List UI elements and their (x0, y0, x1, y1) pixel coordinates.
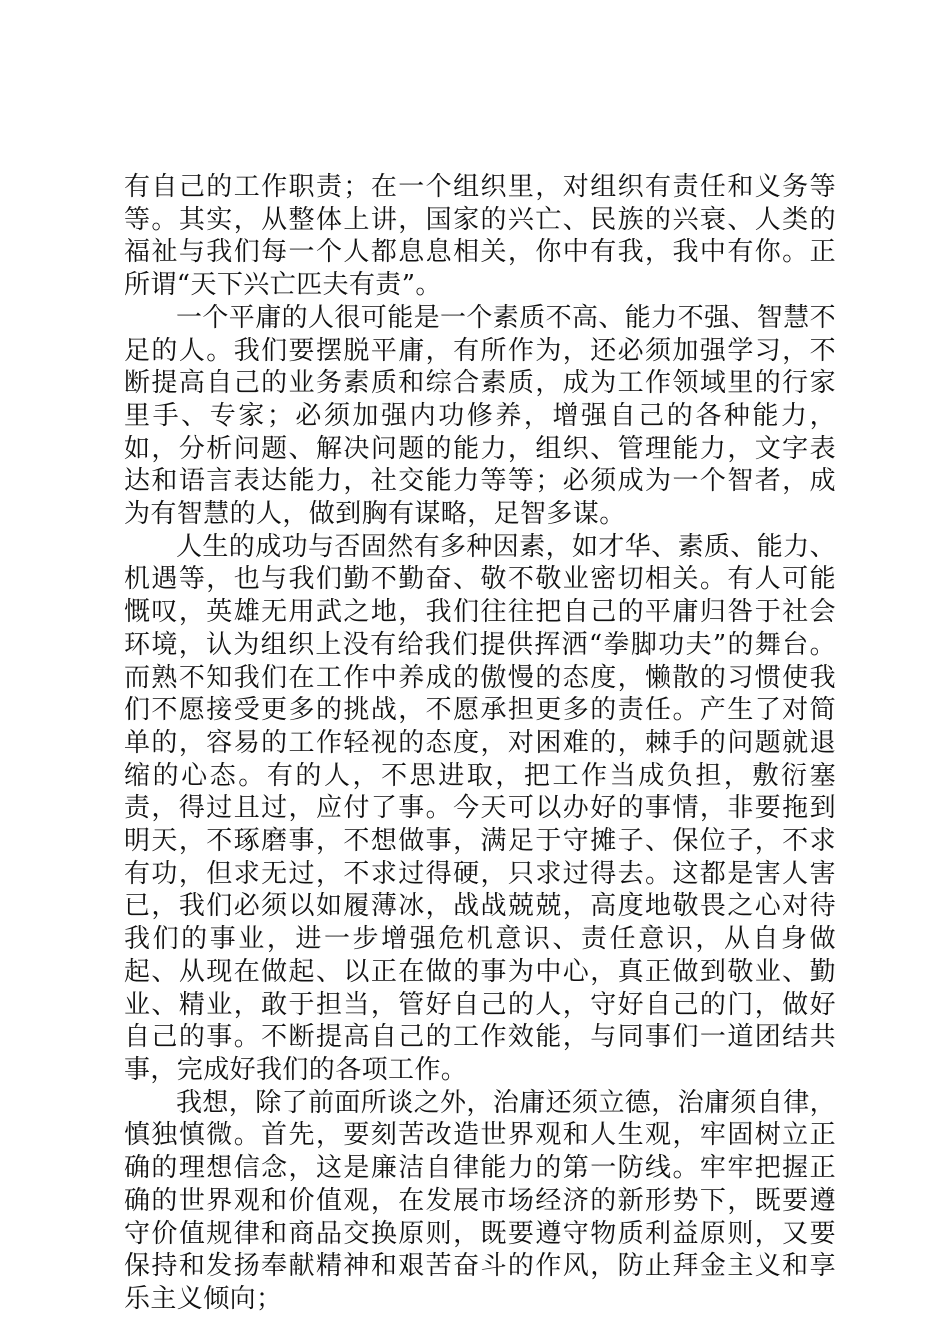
paragraph-continuation: 有自己的工作职责；在一个组织里，对组织有责任和义务等等。其实，从整体上讲，国家的兴亡、民族的兴衰、人类的福祉与我们每一个人都息息相关，你中有我，我中有你。正所谓“天下兴亡匹夫有责”。 (124, 172, 836, 301)
paragraph-success: 人生的成功与否固然有多种因素，如才华、素质、能力、机遇等，也与我们勤不勤奋、敬不敬业密切相关。有人可能慨叹，英雄无用武之地，我们往往把自己的平庸归咎于社会环境，认为组织上没有给我们提供挥洒“拳脚功夫”的舞台。而熟不知我们在工作中养成的傲慢的态度，懒散的习惯使我们不愿接受更多的挑战，不愿承担更多的责任。产生了对简单的，容易的工作轻视的态度，对困难的，棘手的问题就退缩的心态。有的人，不思进取，把工作当成负担，敷衍塞责，得过且过，应付了事。今天可以办好的事情，非要拖到明天，不琢磨事，不想做事，满足于守摊子、保位子，不求有功，但求无过，不求过得硬，只求过得去。这都是害人害已，我们必须以如履薄冰，战战兢兢，高度地敬畏之心对待我们的事业，进一步增强危机意识、责任意识，从自身做起、从现在做起、以正在做的事为中心，真正做到敬业、勤业、精业，敢于担当，管好自己的人，守好自己的门，做好自己的事。不断提高自己的工作效能，与同事们一道团结共事，完成好我们的各项工作。 (124, 531, 837, 1085)
paragraph-mediocrity: 一个平庸的人很可能是一个素质不高、能力不强、智慧不足的人。我们要摆脱平庸，有所作为，还必须加强学习，不断提高自己的业务素质和综合素质，成为工作领域里的行家里手、专家；必须加强内功修养，增强自己的各种能力，如，分析问题、解决问题的能力，组织、管理能力，文字表达和语言表达能力，社交能力等等；必须成为一个智者，成为有智慧的人，做到胸有谋略，足智多谋。 (124, 302, 837, 530)
document-body (124, 171, 836, 1316)
paragraph-virtue: 我想，除了前面所谈之外，治庸还须立德，治庸须自律，慎独慎微。首先，要刻苦改造世界观和人生观，牢固树立正确的理想信念，这是廉洁自律能力的第一防线。牢牢把握正确的世界观和价值观，在发展市场经济的新形势下，既要遵守价值规律和商品交换原则，既要遵守物质利益原则，又要保持和发扬奉献精神和艰苦奋斗的作风，防止拜金主义和享乐主义倾向； (124, 1087, 837, 1314)
